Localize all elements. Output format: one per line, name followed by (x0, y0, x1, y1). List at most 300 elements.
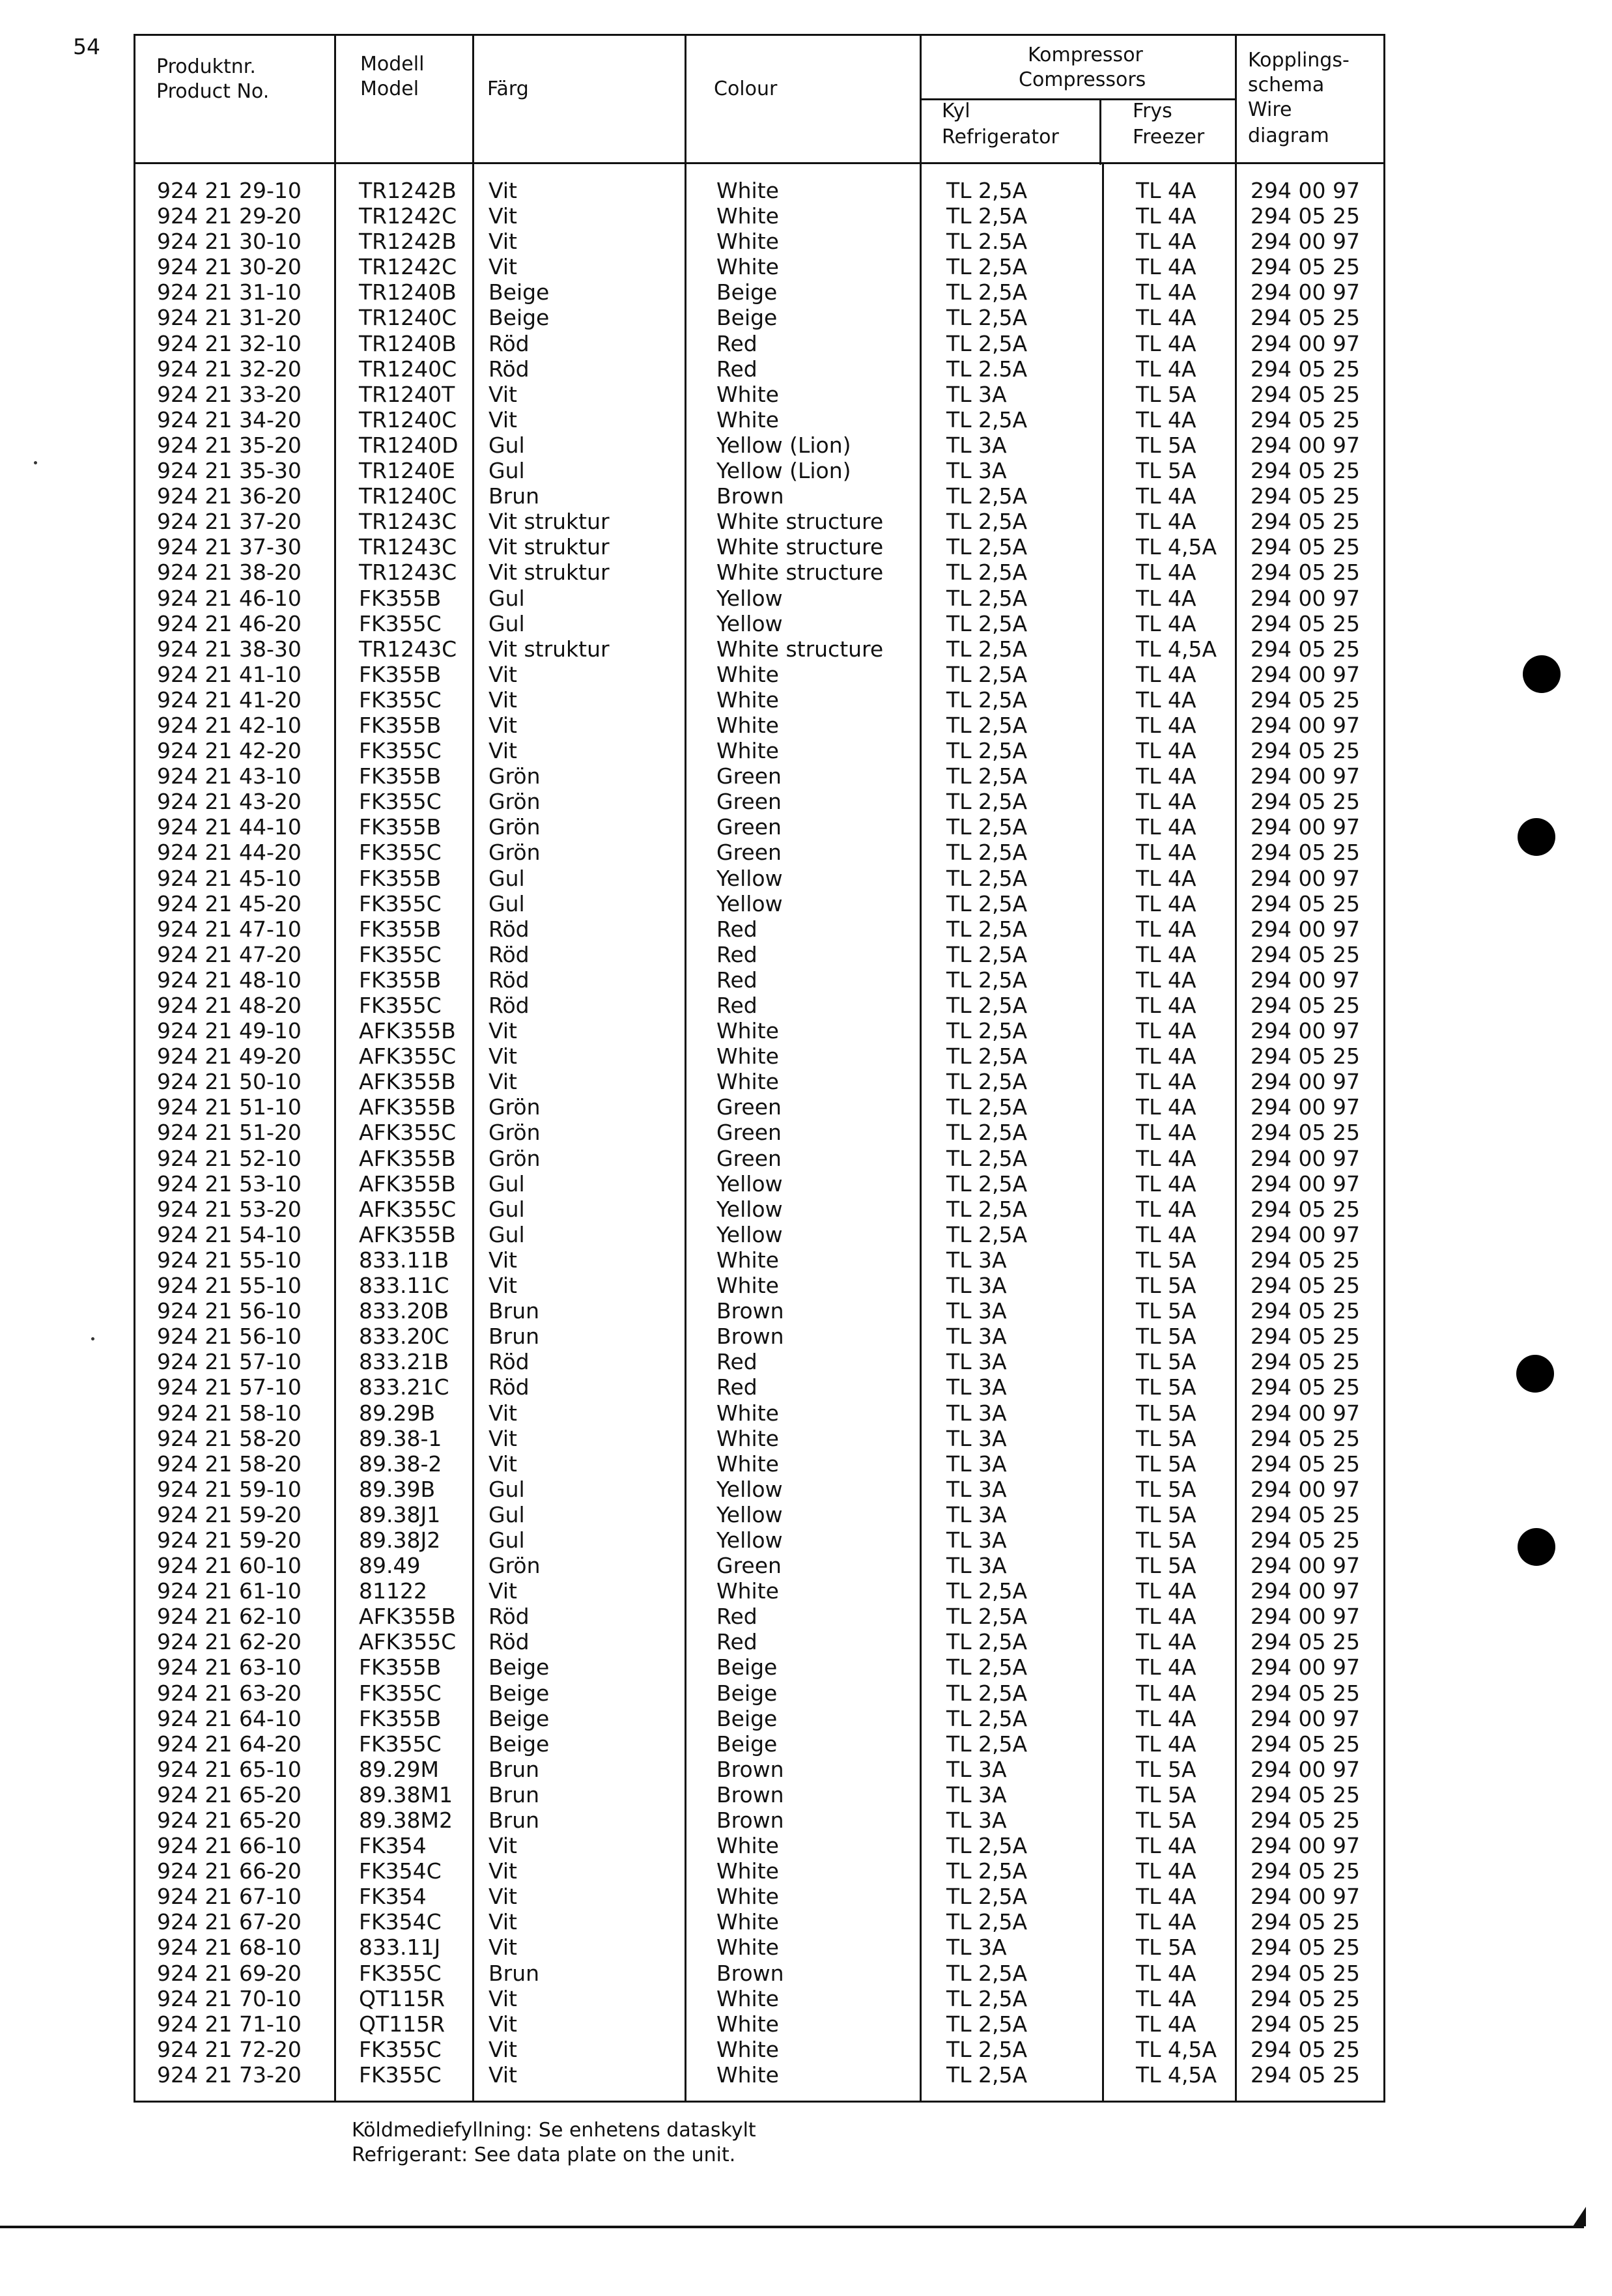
frys-compressor-cell: TL 4A (1136, 916, 1196, 942)
wire-diagram-cell: 294 00 97 (1251, 1018, 1360, 1044)
table-row (135, 840, 1383, 865)
product-no-cell: 924 21 48-10 (157, 967, 302, 993)
table-row (135, 662, 1383, 687)
wire-diagram-cell: 294 05 25 (1251, 381, 1360, 407)
kyl-compressor-cell: TL 3A (946, 1527, 1007, 1553)
product-no-cell: 924 21 44-10 (157, 814, 302, 840)
colour-cell: Brown (716, 1756, 784, 1782)
model-cell: FK355B (359, 814, 442, 840)
frys-compressor-cell: TL 5A (1136, 432, 1196, 458)
colour-cell: White (716, 178, 779, 203)
kyl-compressor-cell: TL 2,5A (946, 1145, 1028, 1171)
frys-compressor-cell: TL 4A (1136, 229, 1196, 255)
frys-compressor-cell: TL 4A (1136, 1120, 1196, 1146)
frys-compressor-cell: TL 4A (1136, 1884, 1196, 1910)
product-no-cell: 924 21 59-20 (157, 1527, 302, 1553)
colour-cell: White (716, 1833, 779, 1859)
table-row (135, 534, 1383, 560)
product-no-cell: 924 21 58-10 (157, 1400, 302, 1426)
product-no-cell: 924 21 55-10 (157, 1247, 302, 1273)
farg-cell: Gul (488, 458, 525, 484)
farg-cell: Vit (488, 2036, 517, 2062)
farg-cell: Röd (488, 1604, 530, 1630)
frys-compressor-cell: TL 4A (1136, 738, 1196, 764)
product-no-cell: 924 21 50-10 (157, 1069, 302, 1095)
model-cell: TR1242B (359, 178, 457, 203)
product-no-cell: 924 21 58-20 (157, 1451, 302, 1477)
wire-diagram-cell: 294 05 25 (1251, 560, 1360, 586)
model-cell: TR1240C (359, 305, 457, 331)
frys-compressor-cell: TL 4A (1136, 1196, 1196, 1222)
wire-diagram-cell: 294 05 25 (1251, 687, 1360, 713)
wire-diagram-cell: 294 05 25 (1251, 890, 1360, 916)
colour-cell: Green (716, 1094, 782, 1120)
wire-diagram-cell: 294 05 25 (1251, 1731, 1360, 1757)
kyl-compressor-cell: TL 2,5A (946, 1018, 1028, 1044)
colour-cell: White (716, 1247, 779, 1273)
wire-diagram-cell: 294 00 97 (1251, 967, 1360, 993)
farg-cell: Vit (488, 1425, 517, 1451)
product-no-cell: 924 21 64-10 (157, 1705, 302, 1731)
product-no-cell: 924 21 31-10 (157, 279, 302, 305)
model-cell: FK355B (359, 763, 442, 789)
frys-compressor-cell: TL 5A (1136, 381, 1196, 407)
farg-cell: Beige (488, 1731, 550, 1757)
kyl-compressor-cell: TL 2,5A (946, 890, 1028, 916)
farg-cell: Brun (488, 1960, 540, 1986)
farg-cell: Vit struktur (488, 534, 610, 560)
kyl-compressor-cell: TL 2,5A (946, 814, 1028, 840)
colour-cell: Green (716, 1145, 782, 1171)
kyl-compressor-cell: TL 2,5A (946, 1043, 1028, 1070)
product-no-cell: 924 21 30-20 (157, 254, 302, 280)
table-row (135, 586, 1383, 611)
model-cell: 89.29B (359, 1400, 436, 1426)
model-cell: AFK355B (359, 1145, 456, 1171)
farg-cell: Gul (488, 890, 525, 916)
kyl-compressor-cell: TL 2,5A (946, 865, 1028, 891)
frys-compressor-cell: TL 5A (1136, 1400, 1196, 1426)
model-cell: 833.20C (359, 1324, 449, 1350)
wire-diagram-cell: 294 05 25 (1251, 1527, 1360, 1553)
frys-compressor-cell: TL 4A (1136, 1221, 1196, 1247)
model-cell: FK355B (359, 967, 442, 993)
wire-diagram-cell: 294 00 97 (1251, 763, 1360, 789)
model-cell: 89.38M1 (359, 1781, 453, 1807)
farg-cell: Gul (488, 865, 525, 891)
product-no-cell: 924 21 59-10 (157, 1476, 302, 1502)
colour-cell: White (716, 2011, 779, 2037)
wire-diagram-cell: 294 00 97 (1251, 814, 1360, 840)
wire-diagram-cell: 294 05 25 (1251, 1807, 1360, 1833)
table-row (135, 1477, 1383, 1502)
kyl-compressor-cell: TL 3A (946, 1349, 1007, 1375)
frys-compressor-cell: TL 4A (1136, 1145, 1196, 1171)
compressor-table (134, 34, 1385, 2103)
farg-cell: Röd (488, 967, 530, 993)
frys-compressor-cell: TL 4A (1136, 1909, 1196, 1935)
column-divider (1099, 98, 1101, 165)
table-row (135, 1273, 1383, 1298)
header-kyl: Kyl (942, 100, 970, 122)
frys-compressor-cell: TL 4A (1136, 712, 1196, 738)
kyl-compressor-cell: TL 3A (946, 1298, 1007, 1324)
farg-cell: Beige (488, 1680, 550, 1706)
farg-cell: Gul (488, 610, 525, 636)
table-row (135, 1884, 1383, 1909)
table-row (135, 356, 1383, 382)
wire-diagram-cell: 294 05 25 (1251, 483, 1360, 509)
colour-cell: White (716, 1909, 779, 1935)
product-no-cell: 924 21 52-10 (157, 1145, 302, 1171)
product-no-cell: 924 21 44-20 (157, 840, 302, 866)
kyl-compressor-cell: TL 2,5A (946, 279, 1028, 305)
header-wire: Wire (1248, 98, 1292, 121)
wire-diagram-cell: 294 00 97 (1251, 916, 1360, 942)
kyl-compressor-cell: TL 2,5A (946, 2036, 1028, 2062)
model-cell: FK355B (359, 712, 442, 738)
header-diagram: diagram (1248, 124, 1329, 147)
colour-cell: Red (716, 1629, 757, 1655)
wire-diagram-cell: 294 05 25 (1251, 254, 1360, 280)
table-row (135, 942, 1383, 967)
colour-cell: Beige (716, 1705, 778, 1731)
colour-cell: Green (716, 1553, 782, 1579)
wire-diagram-cell: 294 05 25 (1251, 1349, 1360, 1375)
frys-compressor-cell: TL 5A (1136, 1935, 1196, 1961)
wire-diagram-cell: 294 05 25 (1251, 1858, 1360, 1884)
model-cell: TR1243C (359, 636, 457, 662)
colour-cell: White (716, 1935, 779, 1961)
kyl-compressor-cell: TL 2,5A (946, 993, 1028, 1018)
frys-compressor-cell: TL 5A (1136, 458, 1196, 484)
wire-diagram-cell: 294 00 97 (1251, 279, 1360, 305)
colour-cell: Yellow (716, 865, 783, 891)
farg-cell: Vit (488, 1273, 517, 1299)
table-row (135, 1654, 1383, 1680)
farg-cell: Röd (488, 1349, 530, 1375)
kyl-compressor-cell: TL 2,5A (946, 1196, 1028, 1222)
model-cell: FK355C (359, 1680, 442, 1706)
kyl-compressor-cell: TL 2,5A (946, 789, 1028, 815)
wire-diagram-cell: 294 05 25 (1251, 1374, 1360, 1400)
farg-cell: Vit (488, 229, 517, 255)
colour-cell: White (716, 2036, 779, 2062)
table-row (135, 1935, 1383, 1960)
header-product-no: Product No. (156, 80, 270, 103)
model-cell: FK355B (359, 661, 442, 687)
table-row (135, 203, 1383, 229)
table-row (135, 509, 1383, 534)
model-cell: FK355C (359, 738, 442, 764)
table-row (135, 483, 1383, 509)
farg-cell: Vit (488, 712, 517, 738)
table-row (135, 1400, 1383, 1426)
header-divider (135, 162, 1383, 164)
product-no-cell: 924 21 67-10 (157, 1884, 302, 1910)
kyl-compressor-cell: TL 2,5A (946, 1680, 1028, 1706)
kyl-compressor-cell: TL 2,5A (946, 1858, 1028, 1884)
farg-cell: Grön (488, 763, 541, 789)
table-row (135, 1782, 1383, 1807)
table-row (135, 1986, 1383, 2011)
farg-cell: Vit struktur (488, 560, 610, 586)
colour-cell: Beige (716, 1680, 778, 1706)
kyl-compressor-cell: TL 2,5A (946, 1654, 1028, 1680)
table-row (135, 1298, 1383, 1324)
wire-diagram-cell: 294 05 25 (1251, 636, 1360, 662)
table-row (135, 1502, 1383, 1527)
product-no-cell: 924 21 49-20 (157, 1043, 302, 1070)
table-row (135, 1757, 1383, 1782)
kyl-compressor-cell: TL 2,5A (946, 203, 1028, 229)
model-cell: FK355B (359, 1705, 442, 1731)
farg-cell: Vit (488, 178, 517, 203)
frys-compressor-cell: TL 4A (1136, 661, 1196, 687)
wire-diagram-cell: 294 05 25 (1251, 993, 1360, 1018)
product-no-cell: 924 21 73-20 (157, 2062, 302, 2088)
product-no-cell: 924 21 56-10 (157, 1324, 302, 1350)
wire-diagram-cell: 294 00 97 (1251, 1400, 1360, 1426)
kyl-compressor-cell: TL 2,5A (946, 509, 1028, 535)
product-no-cell: 924 21 71-10 (157, 2011, 302, 2037)
table-row (135, 993, 1383, 1018)
colour-cell: White (716, 1884, 779, 1910)
model-cell: 833.11J (359, 1935, 441, 1961)
colour-cell: Brown (716, 483, 784, 509)
wire-diagram-cell: 294 05 25 (1251, 1680, 1360, 1706)
product-no-cell: 924 21 57-10 (157, 1349, 302, 1375)
colour-cell: Red (716, 916, 757, 942)
colour-cell: White (716, 203, 779, 229)
wire-diagram-cell: 294 05 25 (1251, 1196, 1360, 1222)
product-no-cell: 924 21 53-20 (157, 1196, 302, 1222)
table-row (135, 1120, 1383, 1145)
colour-cell: Red (716, 993, 757, 1018)
colour-cell: Beige (716, 1654, 778, 1680)
farg-cell: Vit (488, 1247, 517, 1273)
model-cell: TR1240C (359, 406, 457, 432)
model-cell: AFK355B (359, 1170, 456, 1197)
farg-cell: Vit (488, 1935, 517, 1961)
farg-cell: Vit (488, 738, 517, 764)
product-no-cell: 924 21 30-10 (157, 229, 302, 255)
wire-diagram-cell: 294 05 25 (1251, 305, 1360, 331)
wire-diagram-cell: 294 00 97 (1251, 1604, 1360, 1630)
model-cell: FK354C (359, 1909, 442, 1935)
colour-cell: Yellow (716, 1196, 783, 1222)
table-row (135, 814, 1383, 840)
wire-diagram-cell: 294 00 97 (1251, 1705, 1360, 1731)
kyl-compressor-cell: TL 2,5A (946, 1170, 1028, 1197)
frys-compressor-cell: TL 5A (1136, 1553, 1196, 1579)
wire-diagram-cell: 294 05 25 (1251, 509, 1360, 535)
model-cell: AFK355C (359, 1196, 457, 1222)
punch-hole-4 (1518, 1528, 1555, 1566)
colour-cell: White structure (716, 636, 884, 662)
product-no-cell: 924 21 42-10 (157, 712, 302, 738)
frys-compressor-cell: TL 5A (1136, 1349, 1196, 1375)
kyl-compressor-cell: TL 2,5A (946, 1960, 1028, 1986)
wire-diagram-cell: 294 05 25 (1251, 1781, 1360, 1807)
wire-diagram-cell: 294 00 97 (1251, 1578, 1360, 1604)
colour-cell: White (716, 1400, 779, 1426)
product-no-cell: 924 21 32-10 (157, 330, 302, 356)
product-no-cell: 924 21 33-20 (157, 381, 302, 407)
frys-compressor-cell: TL 4A (1136, 483, 1196, 509)
farg-cell: Röd (488, 1629, 530, 1655)
header-farg: Färg (487, 78, 529, 100)
page-number: 54 (73, 34, 100, 59)
frys-compressor-cell: TL 4,5A (1136, 534, 1217, 560)
table-row (135, 687, 1383, 713)
farg-cell: Vit (488, 661, 517, 687)
farg-cell: Vit (488, 687, 517, 713)
kyl-compressor-cell: TL 2,5A (946, 1884, 1028, 1910)
product-no-cell: 924 21 47-10 (157, 916, 302, 942)
kyl-compressor-cell: TL 2,5A (946, 840, 1028, 866)
colour-cell: White (716, 254, 779, 280)
table-row (135, 1909, 1383, 1935)
header-produktnr: Produktnr. (156, 55, 256, 78)
wire-diagram-cell: 294 00 97 (1251, 229, 1360, 255)
wire-diagram-cell: 294 00 97 (1251, 865, 1360, 891)
product-no-cell: 924 21 43-20 (157, 789, 302, 815)
header-modell: Modell (360, 53, 425, 76)
colour-cell: Yellow (716, 1221, 783, 1247)
model-cell: FK355B (359, 585, 442, 611)
wire-diagram-cell: 294 05 25 (1251, 1120, 1360, 1146)
farg-cell: Vit (488, 1451, 517, 1477)
colour-cell: Yellow (716, 1170, 783, 1197)
wire-diagram-cell: 294 05 25 (1251, 1043, 1360, 1070)
table-row (135, 560, 1383, 585)
table-row (135, 1961, 1383, 1986)
table-row (135, 1197, 1383, 1222)
kyl-compressor-cell: TL 2,5A (946, 687, 1028, 713)
colour-cell: White (716, 687, 779, 713)
kyl-compressor-cell: TL 2,5A (946, 330, 1028, 356)
frys-compressor-cell: TL 5A (1136, 1781, 1196, 1807)
header-refrigerator: Refrigerator (942, 126, 1059, 149)
colour-cell: Beige (716, 1731, 778, 1757)
colour-cell: White (716, 1578, 779, 1604)
kyl-compressor-cell: TL 3A (946, 1273, 1007, 1299)
product-no-cell: 924 21 55-10 (157, 1273, 302, 1299)
wire-diagram-cell: 294 05 25 (1251, 458, 1360, 484)
corner-mark (1573, 2207, 1586, 2226)
frys-compressor-cell: TL 4,5A (1136, 2036, 1217, 2062)
model-cell: FK355C (359, 2062, 442, 2088)
kyl-compressor-cell: TL 2,5A (946, 1069, 1028, 1095)
model-cell: FK355C (359, 789, 442, 815)
kyl-compressor-cell: TL 3A (946, 1324, 1007, 1350)
frys-compressor-cell: TL 5A (1136, 1247, 1196, 1273)
frys-compressor-cell: TL 4A (1136, 254, 1196, 280)
kyl-compressor-cell: TL 2,5A (946, 967, 1028, 993)
frys-compressor-cell: TL 5A (1136, 1298, 1196, 1324)
table-row (135, 178, 1383, 203)
colour-cell: Yellow (Lion) (716, 432, 851, 458)
model-cell: TR1243C (359, 560, 457, 586)
wire-diagram-cell: 294 00 97 (1251, 1145, 1360, 1171)
frys-compressor-cell: TL 4A (1136, 814, 1196, 840)
model-cell: AFK355B (359, 1094, 456, 1120)
colour-cell: Beige (716, 305, 778, 331)
product-no-cell: 924 21 32-20 (157, 356, 302, 382)
header-compressors: Compressors (1019, 68, 1146, 91)
frys-compressor-cell: TL 4A (1136, 865, 1196, 891)
model-cell: AFK355B (359, 1604, 456, 1630)
product-no-cell: 924 21 29-10 (157, 178, 302, 203)
kyl-compressor-cell: TL 2,5A (946, 1578, 1028, 1604)
model-cell: 89.38M2 (359, 1807, 453, 1833)
table-row (135, 636, 1383, 662)
product-no-cell: 924 21 65-20 (157, 1781, 302, 1807)
model-cell: TR1243C (359, 534, 457, 560)
frys-compressor-cell: TL 4A (1136, 993, 1196, 1018)
farg-cell: Vit (488, 1909, 517, 1935)
colour-cell: White structure (716, 509, 884, 535)
wire-diagram-cell: 294 05 25 (1251, 406, 1360, 432)
model-cell: FK355C (359, 840, 442, 866)
farg-cell: Vit (488, 1985, 517, 2011)
frys-compressor-cell: TL 4A (1136, 279, 1196, 305)
product-no-cell: 924 21 65-10 (157, 1756, 302, 1782)
kyl-compressor-cell: TL 2,5A (946, 585, 1028, 611)
kyl-compressor-cell: TL 2,5A (946, 2011, 1028, 2037)
frys-compressor-cell: TL 4A (1136, 330, 1196, 356)
frys-compressor-cell: TL 5A (1136, 1476, 1196, 1502)
product-no-cell: 924 21 29-20 (157, 203, 302, 229)
frys-compressor-cell: TL 4A (1136, 789, 1196, 815)
model-cell: TR1243C (359, 509, 457, 535)
frys-compressor-cell: TL 4A (1136, 1833, 1196, 1859)
product-no-cell: 924 21 47-20 (157, 941, 302, 967)
frys-compressor-cell: TL 5A (1136, 1451, 1196, 1477)
wire-diagram-cell: 294 00 97 (1251, 1069, 1360, 1095)
model-cell: TR1242C (359, 254, 457, 280)
header-model: Model (360, 78, 419, 100)
kyl-compressor-cell: TL 2,5A (946, 1705, 1028, 1731)
farg-cell: Vit (488, 1043, 517, 1070)
wire-diagram-cell: 294 00 97 (1251, 1094, 1360, 1120)
model-cell: AFK355C (359, 1629, 457, 1655)
product-no-cell: 924 21 35-20 (157, 432, 302, 458)
model-cell: TR1242C (359, 203, 457, 229)
model-cell: FK355C (359, 1960, 442, 1986)
farg-cell: Vit (488, 1884, 517, 1910)
farg-cell: Gul (488, 1527, 525, 1553)
farg-cell: Grön (488, 840, 541, 866)
farg-cell: Vit (488, 381, 517, 407)
wire-diagram-cell: 294 05 25 (1251, 203, 1360, 229)
kyl-compressor-cell: TL 2,5A (946, 305, 1028, 331)
product-no-cell: 924 21 49-10 (157, 1018, 302, 1044)
kyl-compressor-cell: TL 3A (946, 1425, 1007, 1451)
farg-cell: Vit struktur (488, 636, 610, 662)
product-no-cell: 924 21 37-30 (157, 534, 302, 560)
colour-cell: Green (716, 840, 782, 866)
model-cell: AFK355B (359, 1221, 456, 1247)
model-cell: FK355C (359, 610, 442, 636)
kyl-compressor-cell: TL 3A (946, 1553, 1007, 1579)
model-cell: 833.21B (359, 1349, 449, 1375)
model-cell: 89.38J1 (359, 1501, 441, 1527)
product-no-cell: 924 21 63-10 (157, 1654, 302, 1680)
colour-cell: Green (716, 763, 782, 789)
kyl-compressor-cell: TL 2,5A (946, 1604, 1028, 1630)
